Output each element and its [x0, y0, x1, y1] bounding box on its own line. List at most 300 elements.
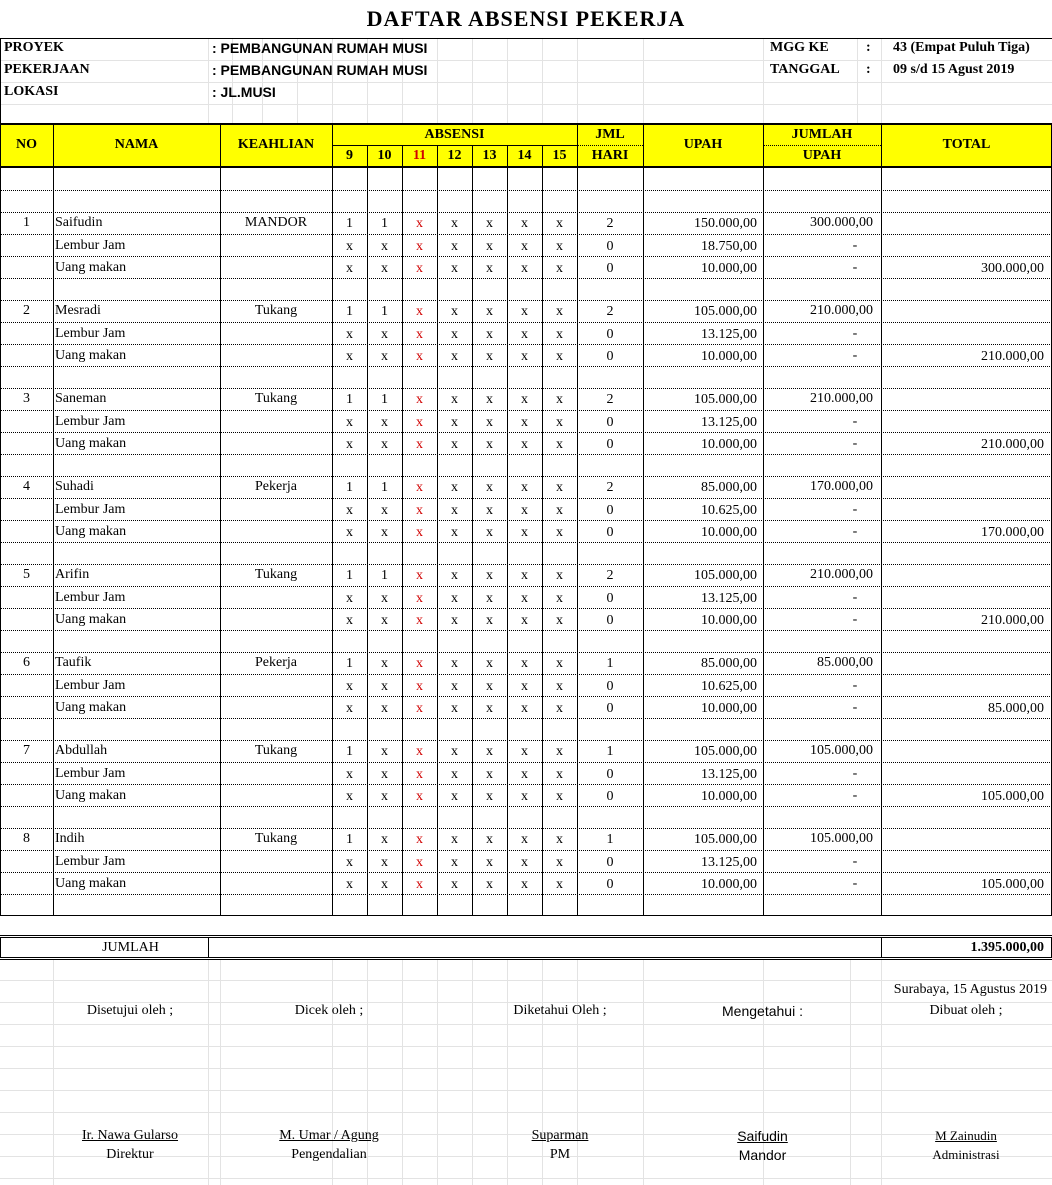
- jumlah-upah-cell: -: [852, 766, 858, 781]
- tanggal-colon: :: [866, 62, 871, 77]
- jumlah-upah-cell: 105.000,00: [810, 743, 873, 758]
- border-dotted: [763, 145, 881, 146]
- border-dotted: [577, 145, 643, 146]
- row-separator: [0, 256, 1052, 257]
- attendance-cell: 1: [381, 480, 388, 495]
- attendance-cell: x: [346, 261, 353, 276]
- gridline-v: [763, 38, 764, 124]
- signature-caption: Mengetahui :: [722, 1003, 803, 1019]
- attendance-cell: x: [416, 239, 423, 254]
- row-label: Uang makan: [55, 612, 127, 627]
- attendance-cell: x: [381, 261, 388, 276]
- attendance-cell: x: [416, 415, 423, 430]
- jumlah-upah-cell: -: [852, 876, 858, 891]
- attendance-cell: x: [381, 349, 388, 364]
- attendance-cell: x: [451, 503, 458, 518]
- border-h: [0, 959, 1052, 960]
- upah-cell: 13.125,00: [701, 591, 757, 606]
- attendance-cell: x: [521, 216, 528, 231]
- attendance-cell: x: [346, 503, 353, 518]
- attendance-cell: x: [451, 767, 458, 782]
- attendance-cell: x: [416, 767, 423, 782]
- worker-no: 8: [23, 831, 30, 846]
- upah-cell: 10.000,00: [701, 877, 757, 892]
- worker-skill: Tukang: [254, 743, 298, 758]
- attendance-cell: x: [346, 789, 353, 804]
- row-label: Uang makan: [55, 260, 127, 275]
- attendance-cell: x: [521, 679, 528, 694]
- total-cell: 210.000,00: [981, 613, 1044, 628]
- jml-hari-cell: 1: [606, 744, 614, 759]
- day-header-10: 10: [377, 148, 392, 163]
- upah-cell: 85.000,00: [701, 480, 757, 495]
- signature-caption: Dicek oleh ;: [294, 1003, 364, 1018]
- row-separator: [0, 476, 1052, 477]
- jml-hari-cell: 0: [606, 261, 614, 276]
- border-h: [0, 935, 1052, 936]
- attendance-cell: x: [451, 568, 458, 583]
- attendance-cell: x: [556, 877, 563, 892]
- attendance-cell: x: [416, 656, 423, 671]
- attendance-cell: 1: [346, 216, 353, 231]
- attendance-cell: x: [521, 855, 528, 870]
- mgg-value: 43 (Empat Puluh Tiga): [893, 40, 1030, 55]
- attendance-cell: x: [556, 261, 563, 276]
- proyek-label: PROYEK: [4, 40, 64, 55]
- row-label: Uang makan: [55, 876, 127, 891]
- worker-name: Arifin: [55, 567, 90, 582]
- worker-skill: Tukang: [254, 391, 298, 406]
- jml-hari-cell: 2: [606, 216, 614, 231]
- attendance-cell: 1: [346, 656, 353, 671]
- border-h: [0, 124, 1052, 125]
- attendance-cell: x: [486, 744, 493, 759]
- signatory-name: Ir. Nawa Gularso: [81, 1128, 179, 1143]
- attendance-cell: x: [416, 568, 423, 583]
- gridline-h: [0, 1090, 1052, 1091]
- upah-cell: 105.000,00: [694, 568, 757, 583]
- jumlah-upah-cell: 300.000,00: [810, 215, 873, 230]
- signature-caption: Disetujui oleh ;: [86, 1003, 174, 1018]
- jml-hari-cell: 0: [606, 767, 614, 782]
- jumlah-upah-cell: -: [852, 348, 858, 363]
- signatory-role: Pengendalian: [291, 1147, 367, 1162]
- attendance-cell: x: [486, 216, 493, 231]
- worker-name: Mesradi: [55, 303, 101, 318]
- worker-no: 6: [23, 655, 30, 670]
- col-hari-header: HARI: [591, 148, 629, 163]
- upah-cell: 10.000,00: [701, 525, 757, 540]
- attendance-cell: x: [381, 591, 388, 606]
- worker-name: Abdullah: [55, 743, 108, 758]
- upah-cell: 10.000,00: [701, 613, 757, 628]
- row-label: Uang makan: [55, 788, 127, 803]
- row-separator: [0, 652, 1052, 653]
- attendance-cell: x: [416, 480, 423, 495]
- jumlah-upah-cell: -: [852, 414, 858, 429]
- gridline-v: [577, 38, 578, 124]
- attendance-cell: 1: [346, 832, 353, 847]
- upah-cell: 13.125,00: [701, 855, 757, 870]
- total-cell: 105.000,00: [981, 789, 1044, 804]
- attendance-cell: x: [486, 480, 493, 495]
- border-v: [542, 145, 543, 916]
- attendance-cell: x: [556, 392, 563, 407]
- attendance-cell: x: [381, 437, 388, 452]
- attendance-cell: x: [381, 877, 388, 892]
- row-label: Lembur Jam: [55, 502, 126, 517]
- attendance-cell: x: [451, 744, 458, 759]
- worker-name: Indih: [55, 831, 85, 846]
- row-separator: [0, 608, 1052, 609]
- attendance-cell: x: [381, 239, 388, 254]
- attendance-cell: x: [521, 701, 528, 716]
- worker-no: 3: [23, 391, 30, 406]
- attendance-cell: x: [451, 304, 458, 319]
- attendance-cell: x: [556, 767, 563, 782]
- gridline-v: [542, 38, 543, 124]
- jml-hari-cell: 1: [606, 832, 614, 847]
- gridline-v: [881, 38, 882, 124]
- attendance-cell: x: [521, 304, 528, 319]
- gridline-v: [53, 960, 54, 1185]
- signature-caption: Dibuat oleh ;: [929, 1003, 1003, 1018]
- attendance-cell: x: [486, 832, 493, 847]
- row-separator: [0, 212, 1052, 213]
- attendance-cell: x: [346, 701, 353, 716]
- gridline-h: [0, 82, 1052, 83]
- upah-cell: 105.000,00: [694, 392, 757, 407]
- col-no-header: NO: [16, 137, 37, 152]
- jml-hari-cell: 0: [606, 349, 614, 364]
- pekerjaan-value: : PEMBANGUNAN RUMAH MUSI: [212, 62, 428, 78]
- jumlah-upah-cell: 210.000,00: [810, 567, 873, 582]
- attendance-cell: x: [416, 701, 423, 716]
- row-separator: [0, 542, 1052, 543]
- attendance-cell: x: [416, 392, 423, 407]
- border-h: [0, 38, 1052, 39]
- gridline-h: [0, 60, 1052, 61]
- attendance-cell: x: [556, 239, 563, 254]
- row-separator: [0, 696, 1052, 697]
- lokasi-value: : JL.MUSI: [212, 84, 276, 100]
- attendance-cell: x: [486, 415, 493, 430]
- attendance-cell: 1: [346, 480, 353, 495]
- attendance-cell: x: [521, 239, 528, 254]
- gridline-v: [208, 960, 209, 1185]
- attendance-cell: x: [346, 767, 353, 782]
- worker-no: 4: [23, 479, 30, 494]
- jml-hari-cell: 2: [606, 304, 614, 319]
- col-absensi-header: ABSENSI: [424, 127, 485, 142]
- signatory-name: Suparman: [531, 1128, 589, 1143]
- attendance-cell: x: [381, 503, 388, 518]
- attendance-cell: x: [451, 701, 458, 716]
- attendance-cell: x: [486, 789, 493, 804]
- attendance-cell: x: [381, 767, 388, 782]
- day-header-11: 11: [412, 148, 427, 163]
- gridline-h: [0, 1024, 1052, 1025]
- attendance-cell: 1: [381, 392, 388, 407]
- attendance-cell: x: [346, 415, 353, 430]
- upah-cell: 105.000,00: [694, 744, 757, 759]
- border-v: [0, 937, 1, 958]
- gridline-h: [0, 1112, 1052, 1113]
- jml-hari-cell: 0: [606, 613, 614, 628]
- worker-skill: Tukang: [254, 303, 298, 318]
- attendance-cell: x: [521, 327, 528, 342]
- upah-cell: 105.000,00: [694, 832, 757, 847]
- attendance-cell: x: [521, 832, 528, 847]
- jml-hari-cell: 0: [606, 239, 614, 254]
- place-date: Surabaya, 15 Agustus 2019: [893, 982, 1047, 997]
- attendance-cell: x: [346, 437, 353, 452]
- row-separator: [0, 520, 1052, 521]
- total-cell: 210.000,00: [981, 437, 1044, 452]
- lokasi-label: LOKASI: [4, 84, 59, 99]
- attendance-cell: x: [556, 327, 563, 342]
- attendance-cell: x: [486, 304, 493, 319]
- attendance-cell: x: [556, 480, 563, 495]
- attendance-cell: x: [486, 327, 493, 342]
- attendance-cell: x: [381, 701, 388, 716]
- attendance-cell: 1: [346, 744, 353, 759]
- worker-no: 2: [23, 303, 30, 318]
- attendance-cell: x: [521, 877, 528, 892]
- jml-hari-cell: 0: [606, 415, 614, 430]
- attendance-cell: x: [486, 679, 493, 694]
- tanggal-value: 09 s/d 15 Agust 2019: [893, 62, 1015, 77]
- attendance-cell: 1: [381, 568, 388, 583]
- attendance-cell: x: [521, 349, 528, 364]
- attendance-cell: x: [416, 261, 423, 276]
- worker-name: Taufik: [55, 655, 92, 670]
- gridline-h: [0, 1178, 1052, 1179]
- attendance-cell: x: [556, 568, 563, 583]
- jumlah-upah-cell: -: [852, 260, 858, 275]
- attendance-cell: x: [416, 304, 423, 319]
- total-cell: 210.000,00: [981, 349, 1044, 364]
- border-v: [507, 145, 508, 916]
- attendance-cell: x: [381, 832, 388, 847]
- row-separator: [0, 872, 1052, 873]
- jml-hari-cell: 2: [606, 568, 614, 583]
- attendance-cell: x: [381, 656, 388, 671]
- row-separator: [0, 366, 1052, 367]
- row-separator: [0, 630, 1052, 631]
- worker-skill: Pekerja: [255, 479, 297, 494]
- attendance-cell: x: [451, 216, 458, 231]
- jml-hari-cell: 2: [606, 480, 614, 495]
- jumlah-upah-cell: -: [852, 326, 858, 341]
- jumlah-upah-cell: 170.000,00: [810, 479, 873, 494]
- row-label: Lembur Jam: [55, 326, 126, 341]
- attendance-cell: x: [381, 613, 388, 628]
- row-separator: [0, 740, 1052, 741]
- jumlah-label: JUMLAH: [102, 940, 159, 955]
- day-header-13: 13: [482, 148, 497, 163]
- signatory-role: Administrasi: [932, 1147, 1000, 1162]
- attendance-cell: x: [556, 525, 563, 540]
- attendance-cell: x: [451, 437, 458, 452]
- row-label: Lembur Jam: [55, 238, 126, 253]
- attendance-cell: x: [486, 656, 493, 671]
- attendance-cell: x: [416, 591, 423, 606]
- attendance-cell: x: [346, 679, 353, 694]
- attendance-cell: x: [416, 349, 423, 364]
- mgg-label: MGG KE: [770, 40, 829, 55]
- border-v: [208, 937, 209, 958]
- signatory-name: Saifudin: [737, 1128, 788, 1144]
- gridline-v: [643, 38, 644, 124]
- upah-cell: 18.750,00: [701, 239, 757, 254]
- attendance-cell: x: [556, 656, 563, 671]
- day-header-14: 14: [517, 148, 532, 163]
- jumlah-upah-cell: 105.000,00: [810, 831, 873, 846]
- attendance-cell: x: [381, 327, 388, 342]
- jumlah-upah-cell: -: [852, 700, 858, 715]
- jml-hari-cell: 0: [606, 701, 614, 716]
- jumlah-upah-cell: -: [852, 502, 858, 517]
- row-separator: [0, 300, 1052, 301]
- signature-caption: Diketahui Oleh ;: [513, 1003, 607, 1018]
- attendance-cell: x: [556, 789, 563, 804]
- attendance-cell: x: [486, 239, 493, 254]
- attendance-cell: 1: [381, 216, 388, 231]
- border-v: [367, 145, 368, 916]
- attendance-cell: 1: [381, 304, 388, 319]
- row-separator: [0, 586, 1052, 587]
- attendance-cell: x: [486, 568, 493, 583]
- attendance-cell: x: [556, 744, 563, 759]
- signatory-role: Mandor: [738, 1147, 787, 1163]
- jml-hari-cell: 0: [606, 679, 614, 694]
- attendance-cell: x: [451, 480, 458, 495]
- gridline-h: [0, 1046, 1052, 1047]
- attendance-cell: x: [346, 239, 353, 254]
- row-label: Lembur Jam: [55, 590, 126, 605]
- attendance-cell: x: [486, 613, 493, 628]
- jumlah-upah-cell: -: [852, 238, 858, 253]
- attendance-cell: x: [451, 613, 458, 628]
- gridline-v: [507, 38, 508, 124]
- upah-cell: 10.000,00: [701, 789, 757, 804]
- attendance-cell: x: [521, 591, 528, 606]
- worker-name: Saifudin: [55, 215, 103, 230]
- gridline-v: [857, 38, 858, 124]
- attendance-cell: x: [486, 392, 493, 407]
- signatory-role: PM: [549, 1147, 571, 1162]
- upah-cell: 13.125,00: [701, 415, 757, 430]
- attendance-cell: x: [451, 789, 458, 804]
- jumlah-upah-cell: -: [852, 590, 858, 605]
- row-separator: [0, 894, 1052, 895]
- attendance-cell: x: [521, 767, 528, 782]
- worker-skill: Tukang: [254, 567, 298, 582]
- col-jumlah-upah-header: UPAH: [802, 148, 842, 163]
- attendance-cell: x: [521, 503, 528, 518]
- attendance-cell: x: [556, 415, 563, 430]
- jml-hari-cell: 0: [606, 591, 614, 606]
- upah-cell: 10.000,00: [701, 261, 757, 276]
- border-v: [472, 145, 473, 916]
- border-v: [437, 145, 438, 916]
- col-jml-header: JML: [595, 127, 625, 142]
- attendance-cell: x: [381, 744, 388, 759]
- attendance-cell: x: [416, 613, 423, 628]
- attendance-cell: x: [451, 415, 458, 430]
- attendance-cell: x: [451, 656, 458, 671]
- attendance-cell: x: [451, 392, 458, 407]
- attendance-cell: x: [486, 261, 493, 276]
- attendance-cell: x: [556, 701, 563, 716]
- attendance-cell: x: [346, 591, 353, 606]
- attendance-cell: x: [521, 789, 528, 804]
- col-keahlian-header: KEAHLIAN: [237, 137, 315, 152]
- attendance-cell: x: [486, 855, 493, 870]
- attendance-cell: x: [416, 855, 423, 870]
- row-separator: [0, 454, 1052, 455]
- upah-cell: 13.125,00: [701, 327, 757, 342]
- attendance-cell: x: [416, 789, 423, 804]
- jml-hari-cell: 0: [606, 877, 614, 892]
- attendance-cell: x: [556, 216, 563, 231]
- attendance-cell: x: [381, 789, 388, 804]
- day-header-15: 15: [552, 148, 567, 163]
- worker-skill: Tukang: [254, 831, 298, 846]
- worker-name: Saneman: [55, 391, 107, 406]
- attendance-cell: x: [451, 327, 458, 342]
- attendance-cell: x: [416, 525, 423, 540]
- attendance-cell: x: [451, 679, 458, 694]
- jumlah-upah-cell: -: [852, 436, 858, 451]
- attendance-cell: x: [451, 239, 458, 254]
- row-label: Uang makan: [55, 524, 127, 539]
- row-separator: [0, 234, 1052, 235]
- attendance-cell: x: [346, 525, 353, 540]
- attendance-cell: x: [416, 327, 423, 342]
- jml-hari-cell: 0: [606, 503, 614, 518]
- row-separator: [0, 278, 1052, 279]
- proyek-value: : PEMBANGUNAN RUMAH MUSI: [212, 40, 428, 56]
- row-separator: [0, 564, 1052, 565]
- jumlah-upah-cell: -: [852, 524, 858, 539]
- attendance-cell: x: [451, 261, 458, 276]
- jml-hari-cell: 0: [606, 327, 614, 342]
- upah-cell: 150.000,00: [694, 216, 757, 231]
- worker-no: 1: [23, 215, 30, 230]
- worker-no: 7: [23, 743, 30, 758]
- jml-hari-cell: 1: [606, 656, 614, 671]
- attendance-cell: x: [521, 568, 528, 583]
- attendance-cell: x: [556, 855, 563, 870]
- attendance-cell: x: [416, 877, 423, 892]
- attendance-cell: x: [451, 349, 458, 364]
- jumlah-upah-cell: 85.000,00: [817, 655, 873, 670]
- total-cell: 85.000,00: [988, 701, 1044, 716]
- gridline-v: [208, 38, 209, 124]
- attendance-cell: x: [486, 437, 493, 452]
- row-label: Uang makan: [55, 700, 127, 715]
- gridline-v: [472, 38, 473, 124]
- row-separator: [0, 322, 1052, 323]
- total-cell: 105.000,00: [981, 877, 1044, 892]
- attendance-cell: x: [451, 855, 458, 870]
- attendance-cell: x: [416, 437, 423, 452]
- upah-cell: 10.000,00: [701, 437, 757, 452]
- jumlah-upah-cell: -: [852, 788, 858, 803]
- attendance-cell: x: [416, 832, 423, 847]
